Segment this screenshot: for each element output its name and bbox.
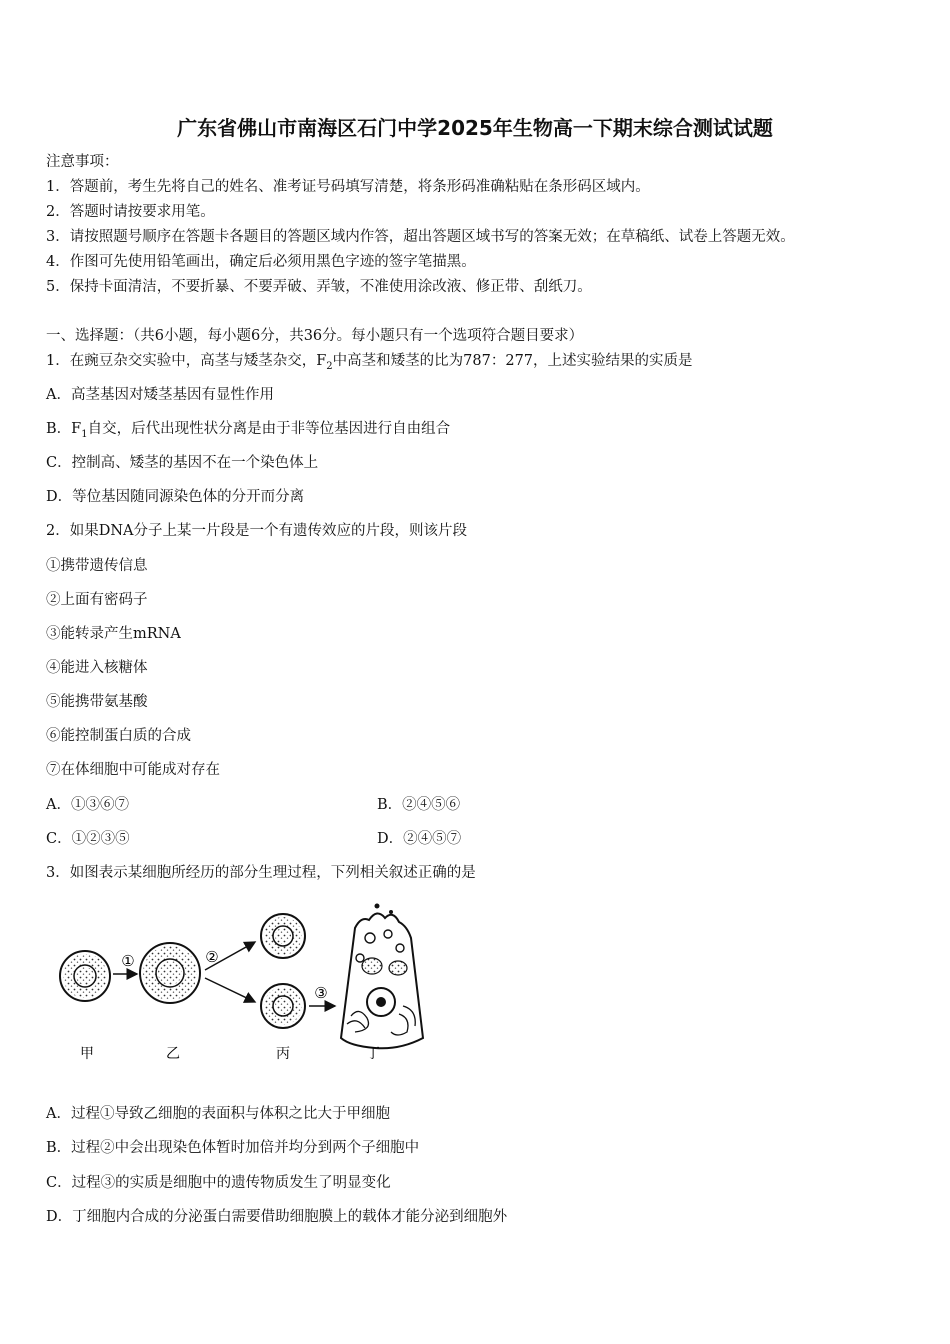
q3-number: 3． [46,865,70,881]
q1-option-d[interactable]: D．等位基因随同源染色体的分开而分离 [46,489,305,505]
q1-option-b-a: B．F [46,421,82,437]
section-heading: 一、选择题：（共6小题，每小题6分，共36分。每小题只有一个选项符合题目要求） [46,328,584,344]
q3-stem [46,863,476,883]
q2-item-7: ⑦在体细胞中可能成对存在 [46,762,220,778]
q1-number: 1． [46,353,70,369]
q3-option-d[interactable]: D．丁细胞内合成的分泌蛋白需要借助细胞膜上的载体才能分泌到细胞外 [46,1209,508,1225]
cell-jia [60,951,110,1001]
q2-number: 2． [46,523,70,539]
q2-item-6: ⑥能控制蛋白质的合成 [46,728,191,744]
label-jia: 甲 [80,1046,94,1062]
q2-option-c[interactable]: C．①②③⑤ [46,831,130,847]
cell-bing-upper [261,914,305,958]
q2-item-4: ④能进入核糖体 [46,660,148,676]
q2-stem-text: 如果DNA分子上某一片段是一个有遗传效应的片段，则该片段 [69,523,468,539]
notice-item-1: 1．答题前，考生先将自己的姓名、准考证号码填写清楚，将条形码准确粘贴在条形码区域内。 [46,179,650,195]
q2-option-a[interactable]: A．①③⑥⑦ [46,797,129,813]
q1-option-c[interactable]: C．控制高、矮茎的基因不在一个染色体上 [46,455,319,471]
q2-item-3: ③能转录产生mRNA [46,626,181,642]
notice-heading: 注意事项： [46,154,119,170]
q1-stem-sub: 2 [326,360,333,372]
q1-stem-b: 中高茎和矮茎的比为787：277，上述实验结果的实质是 [332,353,693,369]
q3-option-b[interactable]: B．过程②中会出现染色体暂时加倍并均分到两个子细胞中 [46,1140,420,1156]
cell-process-figure [55,898,445,1070]
cell-bing-lower [261,984,305,1028]
cell-yi [140,943,200,1003]
q1-option-a[interactable]: A．高茎基因对矮茎基因有显性作用 [46,387,274,403]
label-ding: 丁 [366,1046,380,1062]
notice-item-5: 5．保持卡面清洁，不要折暴、不要弄破、弄皱，不准使用涂改液、修正带、刮纸刀。 [46,279,592,295]
exam-title: 广东省佛山市南海区石门中学2025年生物高一下期末综合测试试题 [177,116,773,140]
step-3-label: ③ [314,984,328,1002]
q2-option-b[interactable]: B．②④⑤⑥ [377,797,461,813]
q1-option-b-sub: 1 [81,428,88,440]
notice-item-3: 3．请按照题号顺序在答题卡各题目的答题区域内作答，超出答题区域书写的答案无效；在草稿纸、试卷上答题无效。 [46,229,795,245]
q1-option-b-b: 自交，后代出现性状分离是由于非等位基因进行自由组合 [87,421,451,437]
q1-stem [46,351,693,377]
label-bing: 丙 [276,1046,290,1062]
step-1-label: ① [121,952,135,970]
q2-option-d[interactable]: D．②④⑤⑦ [377,831,462,847]
cell-ding [341,904,423,1049]
q3-stem-text: 如图表示某细胞所经历的部分生理过程，下列相关叙述正确的是 [69,865,476,881]
q1-option-b[interactable] [46,419,450,445]
q2-stem [46,521,467,541]
arrow-step-2-down [205,978,255,1002]
q1-stem-a: 在豌豆杂交实验中，高茎与矮茎杂交，F [69,353,327,369]
label-yi: 乙 [166,1046,180,1062]
q3-option-a[interactable]: A．过程①导致乙细胞的表面积与体积之比大于甲细胞 [46,1106,390,1122]
q2-item-1: ①携带遗传信息 [46,558,148,574]
step-2-label: ② [205,948,219,966]
q2-item-2: ②上面有密码子 [46,592,148,608]
notice-item-4: 4．作图可先使用铅笔画出，确定后必须用黑色字迹的签字笔描黑。 [46,254,476,270]
notice-item-2: 2．答题时请按要求用笔。 [46,204,215,220]
q3-option-c[interactable]: C．过程③的实质是细胞中的遗传物质发生了明显变化 [46,1175,391,1191]
q2-item-5: ⑤能携带氨基酸 [46,694,148,710]
